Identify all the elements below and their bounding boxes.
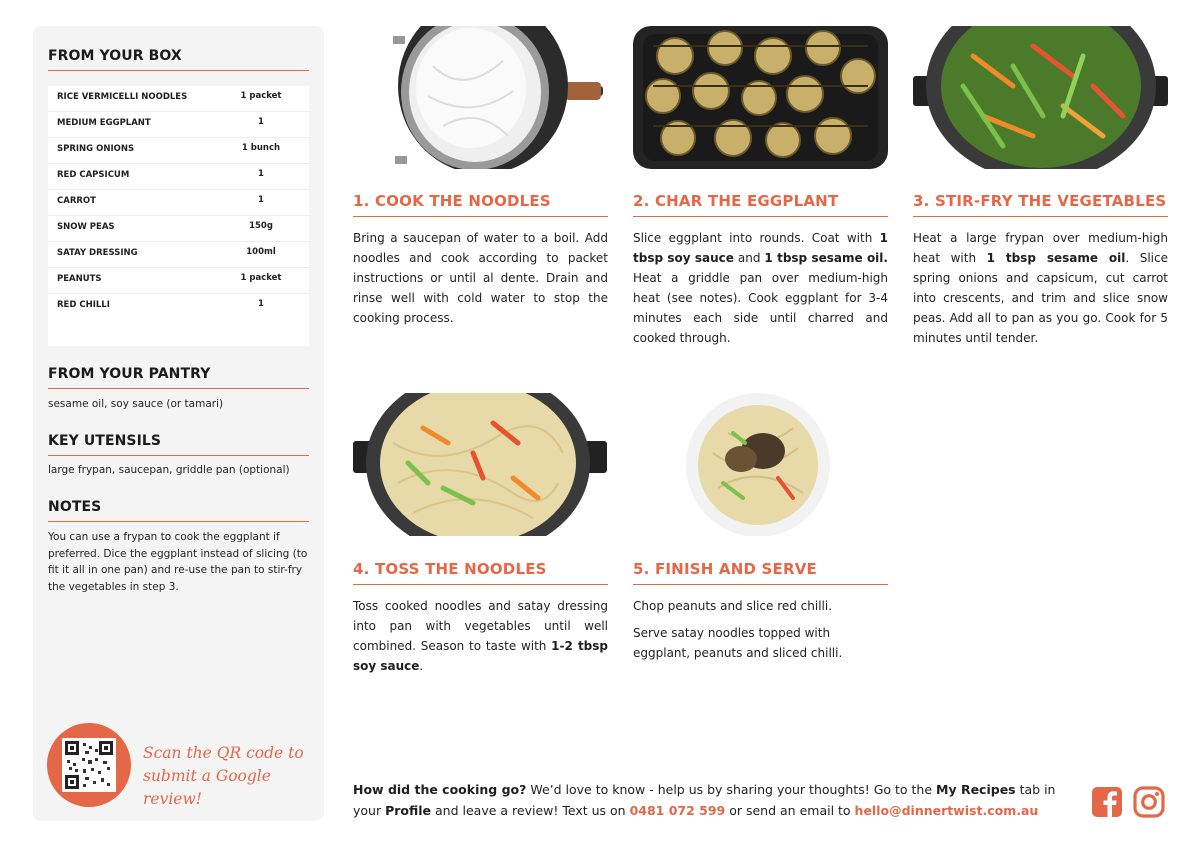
step-2-photo xyxy=(633,26,888,169)
review-message: How did the cooking go? We’d love to know - help us by sharing your thoughts! Go to the My Recipes tab in your Profile and leave a review! Text us on 0481 072 599 or send an email to hello@dinnertwist.com.au xyxy=(353,782,1056,818)
ingredient-row xyxy=(48,112,309,138)
step-1-text: Bring a saucepan of water to a boil. Add noodles and cook according to packet instructions or until al dente. Drain and rinse well with cold water to stop the cooking process. xyxy=(353,231,608,325)
ingredient-name: SPRING ONIONS xyxy=(57,144,135,154)
ingredient-row xyxy=(48,294,309,320)
ingredient-row xyxy=(48,190,309,216)
ingredient-qty: 1 xyxy=(258,169,264,179)
ingredient-name: PEANUTS xyxy=(57,274,102,284)
step-5-title: 5. FINISH AND SERVE xyxy=(633,560,817,578)
box-section-title: FROM YOUR BOX xyxy=(48,48,182,64)
divider xyxy=(913,216,1168,217)
facebook-icon[interactable] xyxy=(1091,786,1123,818)
notes-section-title: NOTES xyxy=(48,499,102,515)
step-5-photo xyxy=(633,393,888,536)
step-3-title: 3. STIR-FRY THE VEGETABLES xyxy=(913,192,1167,210)
step-3-photo xyxy=(913,26,1168,169)
utensils-section-title: KEY UTENSILS xyxy=(48,433,162,449)
ingredient-qty: 1 packet xyxy=(240,91,282,101)
qr-call-to-action xyxy=(143,742,323,811)
email-link[interactable]: hello@dinnertwist.com.au xyxy=(854,803,1039,818)
box-ingredients-table xyxy=(48,86,309,346)
qr-badge xyxy=(47,723,131,807)
ingredient-qty: 1 packet xyxy=(240,273,282,283)
ingredient-row xyxy=(48,164,309,190)
divider xyxy=(48,455,309,456)
ingredient-name: MEDIUM EGGPLANT xyxy=(57,118,151,128)
ingredient-name: CARROT xyxy=(57,196,96,206)
divider xyxy=(48,70,309,71)
ingredient-name: RED CHILLI xyxy=(57,300,110,310)
ingredient-name: RED CAPSICUM xyxy=(57,170,130,180)
ingredient-row xyxy=(48,138,309,164)
divider xyxy=(48,388,309,389)
pantry-text: sesame oil, soy sauce (or tamari) xyxy=(48,398,224,410)
ingredients-sidebar xyxy=(33,26,324,821)
divider xyxy=(353,584,608,585)
instagram-icon[interactable] xyxy=(1133,786,1165,818)
step-1-title: 1. COOK THE NOODLES xyxy=(353,192,551,210)
ingredient-row xyxy=(48,86,309,112)
step-4-text: Toss cooked noodles and satay dressing into pan with vegetables until well combined. Season to taste with 1-2 tbsp soy sauce. xyxy=(353,599,608,673)
ingredient-qty: 1 bunch xyxy=(241,143,281,153)
pantry-section-title: FROM YOUR PANTRY xyxy=(48,366,211,382)
step-5-text-2: Serve satay noodles topped with eggplant, peanuts and sliced chilli. xyxy=(633,626,843,660)
step-2-text: Slice eggplant into rounds. Coat with 1 tbsp soy sauce and 1 tbsp sesame oil. Heat a griddle pan over medium-high heat (see notes). Cook eggplant for 3-4 minutes each side until charred and cooked through. xyxy=(633,231,888,345)
step-4-photo xyxy=(353,393,608,536)
qr-code[interactable] xyxy=(62,738,116,792)
ingredient-name: RICE VERMICELLI NOODLES xyxy=(57,92,188,102)
qr-code-icon xyxy=(65,741,113,789)
step-5-text-1: Chop peanuts and slice red chilli. xyxy=(633,599,833,613)
divider xyxy=(353,216,608,217)
divider xyxy=(48,521,309,522)
ingredient-qty: 1 xyxy=(258,195,264,205)
step-1-photo xyxy=(353,26,608,169)
step-2-title: 2. CHAR THE EGGPLANT xyxy=(633,192,839,210)
ingredient-qty: 1 xyxy=(258,117,264,127)
ingredient-qty: 1 xyxy=(258,299,264,309)
ingredient-row xyxy=(48,242,309,268)
qr-cta-line: Scan the QR code to xyxy=(143,744,304,762)
qr-cta-line: submit a Google review! xyxy=(143,767,271,808)
utensils-text: large frypan, saucepan, griddle pan (optional) xyxy=(48,464,290,476)
notes-text: You can use a frypan to cook the eggplant if preferred. Dice the eggplant instead of slicing (to fit it all in one pan) and re-use the pan to stir-fry the vegetables in step 3. xyxy=(48,531,308,593)
step-3-text: Heat a large frypan over medium-high heat with 1 tbsp sesame oil. Slice spring onions and capsicum, cut carrot into crescents, and trim and slice snow peas. Add all to pan as you go. Cook for 5 minutes until tender. xyxy=(913,231,1168,345)
ingredient-row xyxy=(48,216,309,242)
ingredient-name: SNOW PEAS xyxy=(57,222,115,232)
ingredient-qty: 100ml xyxy=(246,247,276,257)
divider xyxy=(633,584,888,585)
ingredient-row xyxy=(48,268,309,294)
phone-link[interactable]: 0481 072 599 xyxy=(629,803,726,818)
ingredient-qty: 150g xyxy=(249,221,273,231)
divider xyxy=(633,216,888,217)
step-4-title: 4. TOSS THE NOODLES xyxy=(353,560,547,578)
ingredient-name: SATAY DRESSING xyxy=(57,248,138,258)
